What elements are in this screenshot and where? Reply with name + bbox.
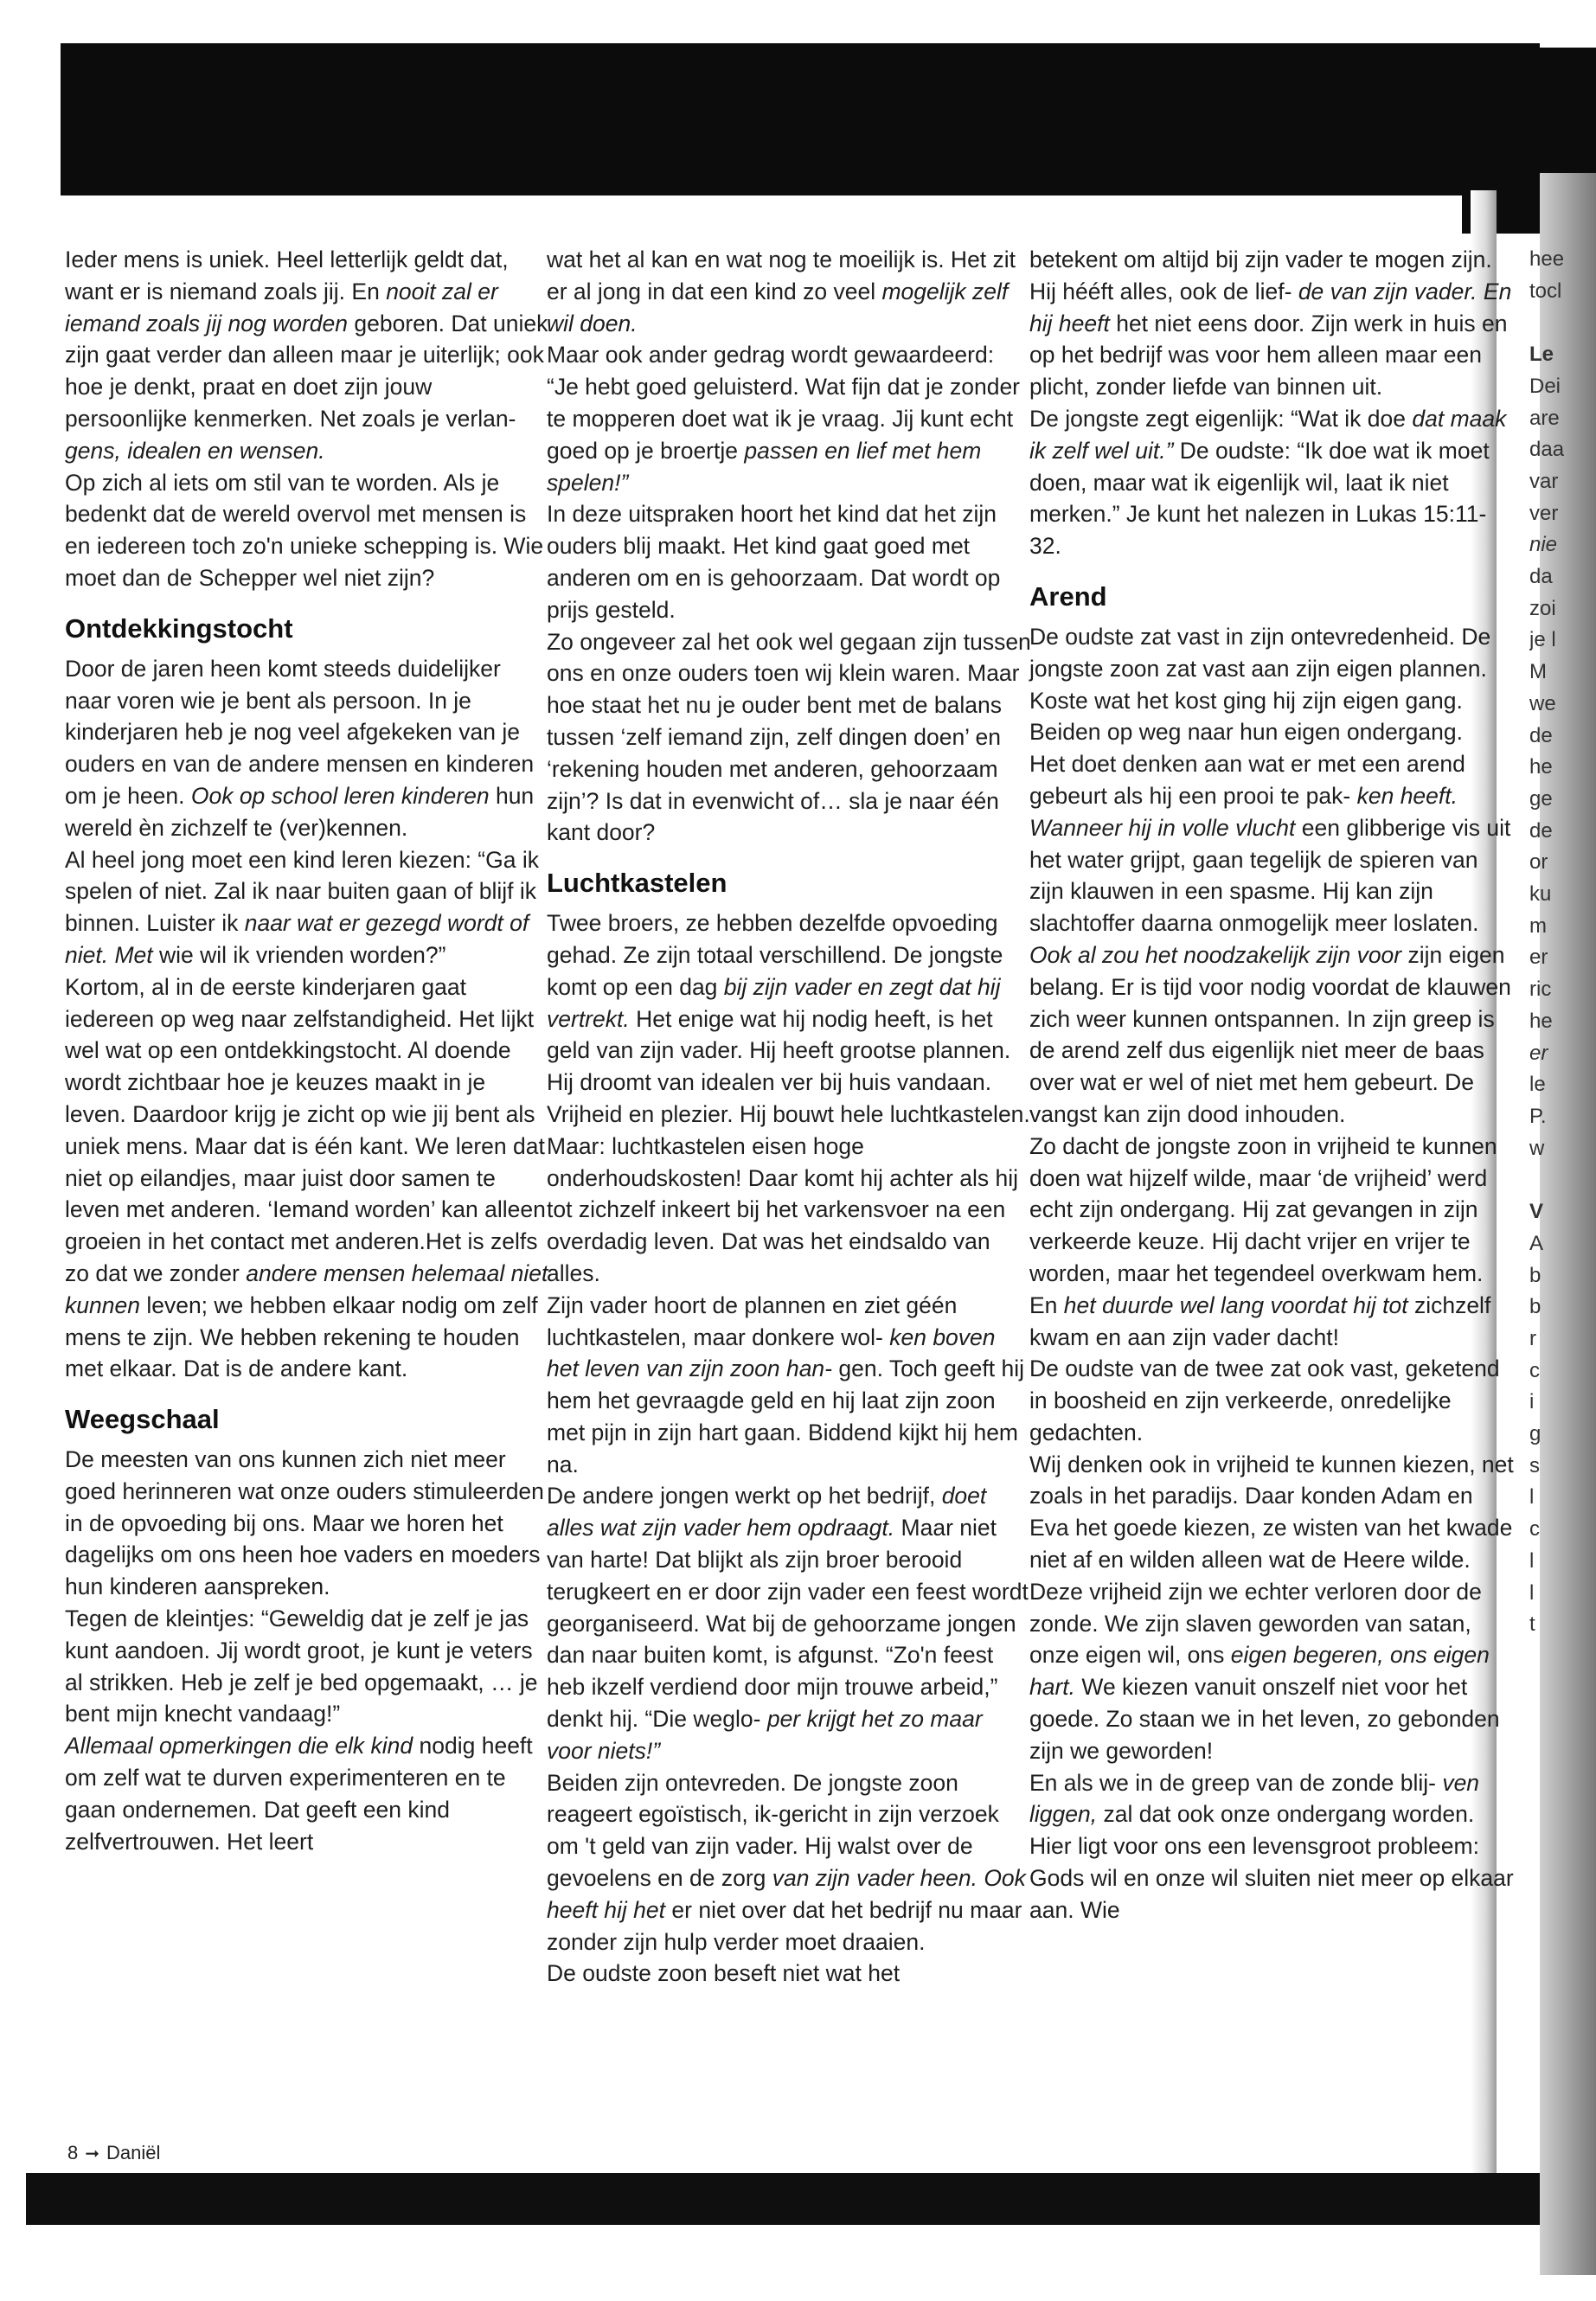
article-column-4-cropped xyxy=(1529,244,1564,1641)
line-fragment: je l xyxy=(1529,628,1556,652)
paragraph: De oudste zoon beseft niet wat het xyxy=(547,1960,901,1987)
top-black-banner xyxy=(61,43,1540,195)
line-fragment: de xyxy=(1529,723,1553,747)
line-fragment: l xyxy=(1529,1548,1535,1573)
line-fragment: M xyxy=(1529,660,1547,684)
line-fragment xyxy=(1529,1164,1564,1196)
line-fragment: Dei xyxy=(1529,374,1561,398)
line-fragment: c xyxy=(1529,1517,1540,1541)
paragraph: Allemaal opmerkingen die elk kind nodig heeft om zelf wat te durven experimenteren en te gaan ondernemen. Dat geeft een kind zelfvertrouwen. Het leert xyxy=(65,1733,533,1855)
paragraph: Beiden zijn ontevreden. De jongste zoon reageert egoïstisch, ik-gericht in zijn verzoek om 't geld van zijn vader. Hij walst over de gevoelens en de zorg van zijn vader heen. Ook heeft hij het er niet over dat het bedrijf nu maar zonder zijn hulp verder moet draaien. xyxy=(547,1769,1026,1955)
paragraph: Door de jaren heen komt steeds duidelijker naar voren wie je bent als persoon. In je kinderjaren heb je nog veel afgekeken van je ouders en van de andere mensen en kinderen om je heen. Ook op school leren kinderen hun wereld èn zichzelf te (ver)kennen. xyxy=(65,655,535,841)
paragraph: Zo ongeveer zal het ook wel gegaan zijn tussen ons en onze ouders toen wij klein waren. Maar hoe staat het nu je ouder bent met de balans tussen ‘zelf iemand zijn, zelf dingen doen’ en ‘rekening houden met anderen, gehoorzaam zijn’? Is dat in evenwicht of… sla je naar één kant door? xyxy=(547,628,1031,846)
heading-weegschaal: Weegschaal xyxy=(65,1404,220,1435)
line-fragment: zoi xyxy=(1529,596,1556,620)
line-fragment: are xyxy=(1529,406,1560,430)
line-fragment: s xyxy=(1529,1453,1540,1477)
paragraph: Al heel jong moet een kind leren kiezen: “Ga ik spelen of niet. Zal ik naar buiten gaan of blijf ik binnen. Luister ik naar wat er gezegd wordt of niet. Met wie wil ik vrienden worden?” xyxy=(65,846,539,968)
line-fragment: de xyxy=(1529,818,1553,843)
article-column-2 xyxy=(547,244,1031,1990)
line-fragment: da xyxy=(1529,565,1553,589)
line-fragment: hee xyxy=(1529,247,1564,271)
paragraph: De jongste zegt eigenlijk: “Wat ik doe dat maak ik zelf wel uit.” De oudste: “Ik doe wat ik moet doen, maar wat ik eigenlijk wil, laat ik niet merken.” Je kunt het nalezen in Lukas 15:11-32. xyxy=(1029,405,1507,560)
line-fragment: we xyxy=(1529,691,1556,715)
line-fragment: r xyxy=(1529,1326,1536,1350)
heading-arend: Arend xyxy=(1029,580,1107,612)
line-fragment: ric xyxy=(1529,977,1552,1002)
line-fragment: er xyxy=(1529,1041,1548,1065)
arrow-right-icon: ➞ xyxy=(85,2144,100,2163)
line-fragment: c xyxy=(1529,1358,1540,1382)
page-number: 8 xyxy=(67,2142,79,2163)
line-fragment: l xyxy=(1529,1580,1535,1605)
paragraph: De oudste zat vast in zijn ontevredenheid. De jongste zoon zat vast aan zijn eigen plannen. Koste wat het kost ging hij zijn eigen gang. Beiden op weg naar hun eigen ondergang. xyxy=(1029,623,1491,746)
line-fragment: he xyxy=(1529,1009,1553,1033)
paragraph: De meesten van ons kunnen zich niet meer goed herinneren wat onze ouders stimuleerden in de opvoeding bij ons. Maar we horen het dagelijks om ons heen hoe vaders en moeders hun kinderen aanspreken. xyxy=(65,1446,544,1600)
line-fragment: tocl xyxy=(1529,279,1562,303)
paragraph: Tegen de kleintjes: “Geweldig dat je zelf je jas kunt aandoen. Jij wordt groot, je kunt je veters al strikken. Heb je zelf je bed opgemaakt, … je bent mijn knecht vandaag!” xyxy=(65,1606,538,1727)
bottom-black-banner xyxy=(26,2173,1540,2225)
paragraph: De andere jongen werkt op het bedrijf, doet alles wat zijn vader hem opdraagt. Maar niet van harte! Dat blijkt als zijn broer berooid terugkeert en er door zijn vader een feest wordt georganiseerd. Wat bij de gehoorzame jongen dan naar buiten komt, is afgunst. “Zo'n feest heb ikzelf verdiend door mijn trouwe arbeid,” denkt hij. “Die weglo- per krijgt het zo maar voor niets!” xyxy=(547,1483,1029,1764)
line-fragment: ku xyxy=(1529,882,1552,907)
line-fragment: ge xyxy=(1529,786,1553,811)
line-fragment: daa xyxy=(1529,438,1564,462)
paragraph: Kortom, al in de eerste kinderjaren gaat iedereen op weg naar zelfstandigheid. Het lijkt wel wat op een ontdekkingstocht. Al doende wordt zichtbaar hoe je keuzes maakt in je leven. Daardoor krijg je zicht op wie jij bent als uniek mens. Maar dat is één kant. We leren dat niet op eilandjes, maar juist door samen te leven met anderen. ‘Iemand worden’ kan alleen groeien in het contact met anderen.Het is zelfs zo dat we zonder andere mensen helemaal niet kunnen leven; we hebben elkaar nodig om zelf mens te zijn. We hebben rekening te houden met elkaar. Dat is de andere kant. xyxy=(65,973,548,1382)
line-fragment: nie xyxy=(1529,533,1558,557)
paragraph: Wij denken ook in vrijheid te kunnen kiezen, net zoals in het paradijs. Daar konden Adam en Eva het goede kiezen, ze wisten van het kwade niet af en wilden alleen wat de Heere wilde. Deze vrijheid zijn we echter verloren door de zonde. We zijn slaven geworden van satan, onze eigen wil, ons eigen begeren, ons eigen hart. We kiezen vanuit onszelf niet voor het goede. Zo staan we in het leven, zo gebonden zijn we geworden! xyxy=(1029,1451,1514,1764)
magazine-name: Daniël xyxy=(106,2142,161,2163)
heading-ontdekkingstocht: Ontdekkingstocht xyxy=(65,612,293,644)
line-fragment: var xyxy=(1529,469,1559,493)
paragraph: Op zich al iets om stil van te worden. Als je bedenkt dat de wereld overvol met mensen is en iedereen toch zo'n unieke schepping is. Wie moet dan de Schepper wel niet zijn? xyxy=(65,469,544,591)
line-fragment: A xyxy=(1529,1231,1544,1255)
article-column-3 xyxy=(1029,244,1514,1926)
article-column-1 xyxy=(65,244,549,1857)
line-fragment: t xyxy=(1529,1612,1535,1637)
line-fragment xyxy=(1529,307,1564,339)
paragraph: betekent om altijd bij zijn vader te mogen zijn. Hij hééft alles, ook de lief- de van zijn vader. En hij heeft het niet eens door. Zijn werk in huis en op het bedrijf was voor hem alleen maar een plicht, zonder liefde van binnen uit. xyxy=(1029,247,1512,401)
line-fragment: P. xyxy=(1529,1104,1547,1128)
paragraph: Twee broers, ze hebben dezelfde opvoeding gehad. Ze zijn totaal verschillend. De jongste komt op een dag bij zijn vader en zegt dat hij vertrekt. Het enige wat hij nodig heeft, is het geld van zijn vader. Hij heeft grootse plannen. Hij droomt van idealen ver bij huis vandaan. Vrijheid en plezier. Hij bouwt hele luchtkastelen. Maar: luchtkastelen eisen hoge onderhoudskosten! Daar komt hij achter als hij tot zichzelf inkeert bij het varkensvoer na een overdadig leven. Dat was het eindsaldo van alles. xyxy=(547,910,1030,1286)
line-fragment: he xyxy=(1529,755,1553,779)
line-fragment: le xyxy=(1529,1073,1546,1097)
line-fragment: m xyxy=(1529,913,1547,938)
line-fragment: b xyxy=(1529,1295,1542,1319)
page-footer xyxy=(67,2142,160,2164)
heading-luchtkastelen: Luchtkastelen xyxy=(547,868,727,899)
line-fragment: er xyxy=(1529,945,1548,970)
line-fragment: g xyxy=(1529,1422,1542,1446)
paragraph: Zijn vader hoort de plannen en ziet géén luchtkastelen, maar donkere wol- ken boven het leven van zijn zoon han- gen. Toch geeft hij hem het gevraagde geld en hij laat zijn zoon met pijn in zijn hart gaan. Biddend kijkt hij hem na. xyxy=(547,1292,1024,1477)
line-fragment: l xyxy=(1529,1485,1535,1509)
paragraph: In deze uitspraken hoort het kind dat het zijn ouders blij maakt. Het kind gaat goed met anderen om en is gehoorzaam. Dat wordt op prijs gesteld. xyxy=(547,501,1001,623)
line-fragment: b xyxy=(1529,1263,1542,1287)
paragraph: Het doet denken aan wat er met een arend gebeurt als hij een prooi te pak- ken heeft. Wanneer hij in volle vlucht een glibberige vis uit het water grijpt, gaan tegelijk de spieren van zijn klauwen in een spasme. Hij kan zijn slachtoffer daarna onmogelijk meer loslaten. Ook al zou het noodzakelijk zijn voor zijn eigen belang. Er is tijd voor nodig voordat de klauwen zich weer kunnen ontspannen. In zijn greep is de arend zelf dus eigenlijk niet meer de baas over wat er wel of niet met hem gebeurt. De vangst kan zijn dood inhouden. xyxy=(1029,751,1511,1127)
line-fragment: w xyxy=(1529,1136,1545,1160)
paragraph: Zo dacht de jongste zoon in vrijheid te kunnen doen wat hijzelf wilde, maar ‘de vrijheid’ werd echt zijn ondergang. Hij zat gevangen in zijn verkeerde keuze. Hij dacht vrijer en vrijer te worden, maar het tegendeel overkwam hem. En het duurde wel lang voordat hij tot zichzelf kwam en aan zijn vader dacht! xyxy=(1029,1132,1497,1350)
line-fragment: ver xyxy=(1529,501,1559,525)
paragraph: De oudste van de twee zat ook vast, geketend in boosheid en zijn verkeerde, onredelijke gedachten. xyxy=(1029,1356,1500,1445)
line-fragment: V xyxy=(1529,1200,1544,1224)
paragraph: Maar ook ander gedrag wordt gewaardeerd: “Je hebt goed geluisterd. Wat fijn dat je zonder te mopperen doet wat ik je vraag. Jij kunt echt goed op je broertje passen en lief met hem spelen!” xyxy=(547,342,1021,496)
line-fragment: Le xyxy=(1529,343,1554,367)
paragraph: En als we in de greep van de zonde blij- ven liggen, zal dat ook onze ondergang worden. Hier ligt voor ons een levensgroot probleem: Gods wil en onze wil sluiten niet meer op elkaar aan. Wie xyxy=(1029,1769,1514,1923)
line-fragment: i xyxy=(1529,1390,1535,1414)
line-fragment: or xyxy=(1529,850,1548,875)
paragraph: Ieder mens is uniek. Heel letterlijk geldt dat, want er is niemand zoals jij. En nooit zal er iemand zoals jij nog worden geboren. Dat uniek zijn gaat verder dan alleen maar je uiterlijk; ook hoe je denkt, praat en doet zijn jouw persoonlijke kenmerken. Net zoals je verlan- gens, idealen en wensen. xyxy=(65,247,548,464)
paragraph: wat het al kan en wat nog te moeilijk is. Het zit er al jong in dat een kind zo veel mogelijk zelf wil doen. xyxy=(547,247,1016,336)
